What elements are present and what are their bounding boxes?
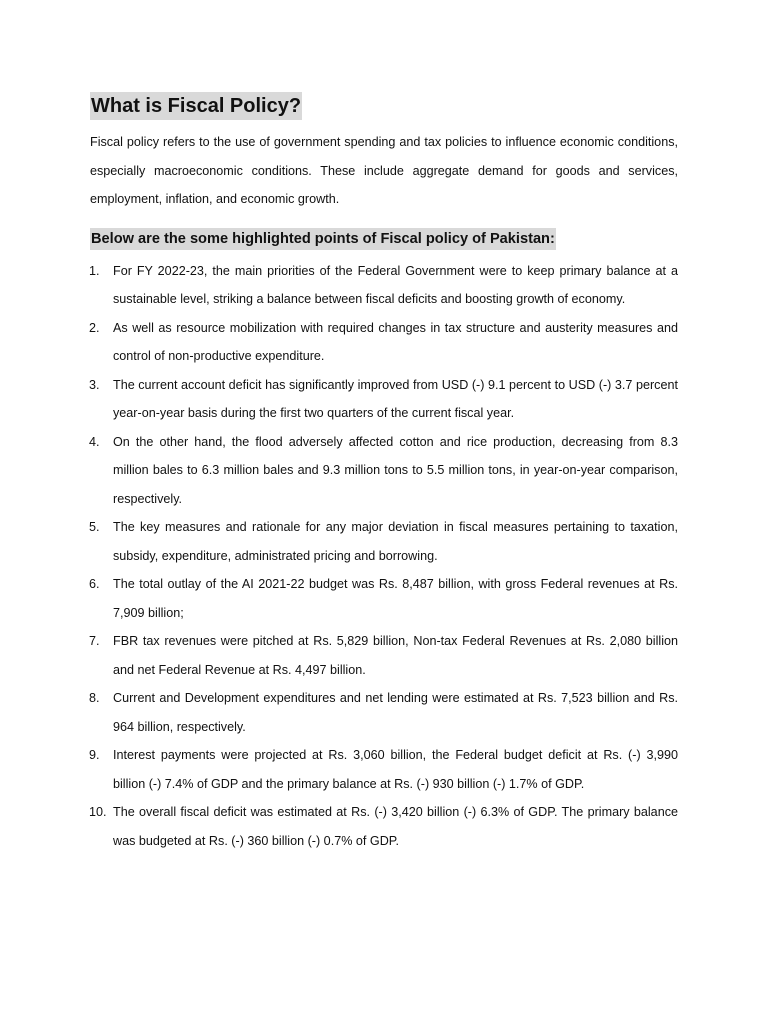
item-text: Interest payments were projected at Rs. 3,060 billion, the Federal budget deficit at Rs. (-) 3,990 billion (-) 7.4% of GDP and the primary balance at Rs. (-) 930 billion (-) 1.7% of GDP. [113,748,678,791]
list-item [90,314,678,371]
item-number: 6. [89,577,100,591]
item-number: 2. [89,320,100,335]
points-list [90,257,678,856]
item-text: Current and Development expenditures and net lending were estimated at Rs. 7,523 billion and Rs. 964 billion, respectively. [113,691,678,734]
list-item [90,570,678,627]
section-heading: Below are the some highlighted points of Fiscal policy of Pakistan: [90,228,556,250]
item-text: The key measures and rationale for any major deviation in fiscal measures pertaining to taxation, subsidy, expenditure, administrated pricing and borrowing. [113,520,678,563]
item-text: On the other hand, the flood adversely affected cotton and rice production, decreasing from 8.3 million bales to 6.3 million bales and 9.3 million tons to 5.5 million tons, in year-on-year comparison, respectively. [113,434,678,506]
list-item [90,684,678,741]
item-text: The current account deficit has significantly improved from USD (-) 9.1 percent to USD (-) 3.7 percent year-on-year basis during the first two quarters of the current fiscal year. [113,377,678,420]
item-number: 7. [89,634,100,648]
list-item [90,371,678,428]
item-number: 3. [89,377,100,392]
item-number: 10. [89,805,107,819]
item-text: FBR tax revenues were pitched at Rs. 5,829 billion, Non-tax Federal Revenues at Rs. 2,080 billion and net Federal Revenue at Rs. 4,497 billion. [113,634,678,677]
list-item [90,513,678,570]
intro-paragraph: Fiscal policy refers to the use of government spending and tax policies to influence economic conditions, especially macroeconomic conditions. These include aggregate demand for goods and services, employment, inflation, and economic growth. [90,135,678,206]
list-item [90,257,678,314]
page-title: What is Fiscal Policy? [90,92,302,120]
item-text: As well as resource mobilization with required changes in tax structure and austerity measures and control of non-productive expenditure. [113,320,678,363]
item-number: 1. [89,263,100,278]
item-number: 9. [89,748,100,762]
list-item [90,627,678,684]
item-text: The overall fiscal deficit was estimated at Rs. (-) 3,420 billion (-) 6.3% of GDP. The primary balance was budgeted at Rs. (-) 360 billion (-) 0.7% of GDP. [113,805,678,848]
document-page [90,92,678,855]
list-item [90,428,678,514]
item-number: 4. [89,434,100,449]
item-text: The total outlay of the AI 2021-22 budget was Rs. 8,487 billion, with gross Federal revenues at Rs. 7,909 billion; [113,577,678,620]
item-number: 5. [89,520,100,534]
list-item [90,798,678,855]
item-number: 8. [89,691,100,705]
list-item [90,741,678,798]
item-text: For FY 2022-23, the main priorities of the Federal Government were to keep primary balance at a sustainable level, striking a balance between fiscal deficits and boosting growth of economy. [113,263,678,306]
